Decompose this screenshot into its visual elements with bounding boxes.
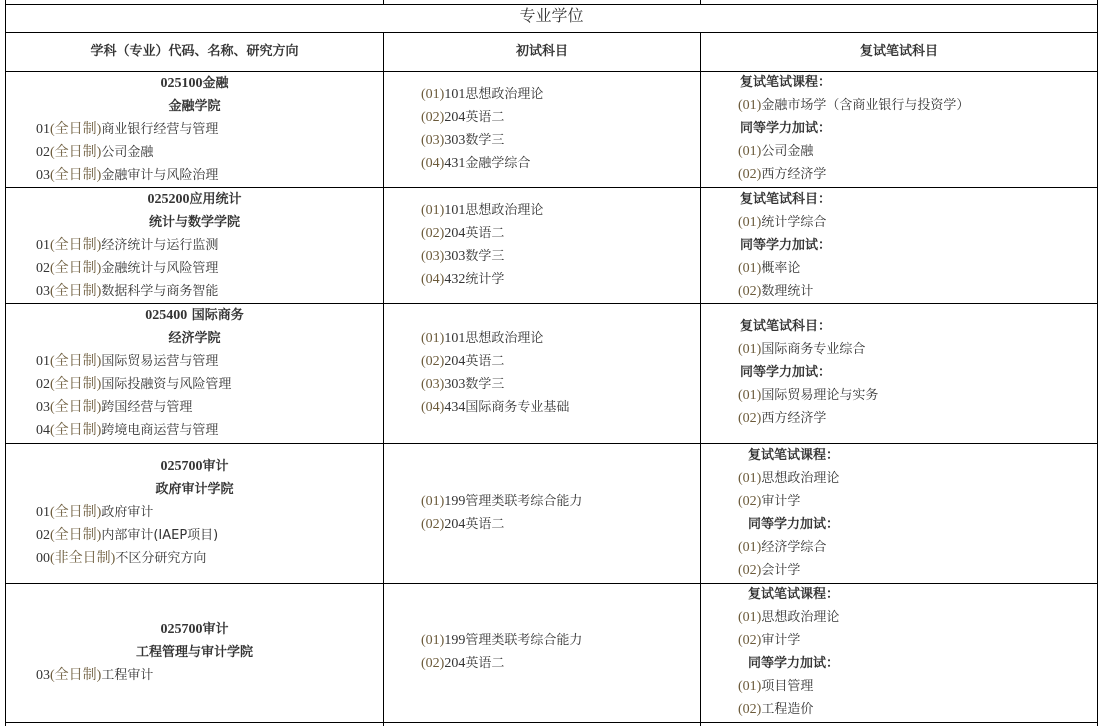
mode-text: (全日制) [50, 505, 102, 520]
border-right [1097, 0, 1098, 726]
idx-text: (01) [421, 203, 445, 218]
text-text: 数学三 [465, 133, 505, 148]
name-text: 金融 [202, 76, 229, 91]
exam-item [421, 199, 691, 222]
text-text: 数理统计 [761, 284, 814, 299]
mode-text: (全日制) [50, 145, 102, 160]
mode-text: (全日制) [50, 168, 102, 183]
border-col2 [700, 32, 701, 726]
code-text: 101 [444, 87, 466, 102]
idx-text: (04) [421, 400, 445, 415]
idx-text: (01) [738, 471, 762, 486]
text-text: 英语二 [465, 517, 505, 532]
exam-cell [421, 490, 691, 536]
idx-text: (02) [738, 702, 762, 717]
idx-text: (01) [738, 98, 762, 113]
mode-text: (全日制) [50, 377, 102, 392]
direction-item [36, 164, 383, 187]
mode-text: (全日制) [50, 528, 102, 543]
idx-text: (02) [738, 167, 762, 182]
code-text: 204 [444, 110, 466, 125]
idx-text: (02) [421, 656, 445, 671]
border-col1 [383, 32, 384, 726]
direction-item [36, 501, 383, 524]
retest-cell [738, 188, 1093, 303]
idx-text: (01) [421, 633, 445, 648]
exam-cell [421, 629, 691, 675]
extra-label: 同等学力加试： [740, 121, 832, 136]
text-text: 思想政治理论 [761, 610, 840, 625]
exam-item [421, 106, 691, 129]
text-text: 跨境电商运营与管理 [101, 423, 219, 438]
num-text: 01 [36, 238, 50, 253]
direction-item [36, 524, 383, 547]
text-text: 管理类联考综合能力 [465, 633, 583, 648]
mode-text: (全日制) [50, 261, 102, 276]
text-text: 统计学 [465, 272, 505, 287]
idx-text: (01) [738, 342, 762, 357]
text-text: 不区分研究方向 [115, 551, 207, 566]
retest-cell [738, 583, 1093, 721]
num-text: 04 [36, 423, 50, 438]
text-text: 国际商务专业基础 [465, 400, 570, 415]
mode-text: (全日制) [50, 354, 102, 369]
text-text: 金融市场学（含商业银行与投资学） [761, 98, 970, 113]
extra-item [738, 163, 1093, 186]
exam-item [421, 373, 691, 396]
text-text: 国际贸易理论与实务 [761, 388, 879, 403]
direction-item [36, 257, 383, 280]
code-text: 434 [444, 400, 466, 415]
retest-label: 复试笔试课程： [748, 587, 840, 602]
text-text: 内部审计(IAEP项目) [101, 528, 219, 543]
header-initial-exam: 初试科目 [515, 44, 568, 59]
idx-text: (01) [738, 610, 762, 625]
idx-text: (02) [421, 110, 445, 125]
code-text: 101 [444, 203, 466, 218]
mode-text: (全日制) [50, 122, 102, 137]
exam-item [421, 652, 691, 675]
retest-item [738, 606, 1093, 629]
idx-text: (04) [421, 156, 445, 171]
school-name: 经济学院 [168, 331, 221, 346]
direction-item [36, 141, 383, 164]
code-text: 431 [444, 156, 466, 171]
text-text: 英语二 [465, 110, 505, 125]
exam-item [421, 83, 691, 106]
code-text: 025400 [145, 308, 188, 323]
idx-text: (02) [738, 633, 762, 648]
code-text: 204 [444, 226, 466, 241]
retest-item [738, 490, 1093, 513]
retest-item [738, 94, 1093, 117]
text-text: 数学三 [465, 249, 505, 264]
idx-text: (03) [421, 249, 445, 264]
exam-item [421, 245, 691, 268]
idx-text: (01) [738, 679, 762, 694]
code-text: 025700 [160, 459, 203, 474]
num-text: 02 [36, 377, 50, 392]
code-text: 025200 [147, 192, 190, 207]
text-text: 统计学综合 [761, 215, 827, 230]
text-text: 数学三 [465, 377, 505, 392]
text-text: 公司金融 [761, 144, 814, 159]
exam-item [421, 129, 691, 152]
num-text: 00 [36, 551, 50, 566]
retest-item [738, 467, 1093, 490]
exam-item [421, 629, 691, 652]
exam-item [421, 268, 691, 291]
mode-text: (全日制) [50, 284, 102, 299]
text-text: 工程审计 [101, 668, 154, 683]
idx-text: (04) [421, 272, 445, 287]
code-text: 204 [444, 354, 466, 369]
num-text: 03 [36, 400, 50, 415]
retest-item [738, 629, 1093, 652]
num-text: 01 [36, 122, 50, 137]
extra-item [738, 675, 1093, 698]
num-text: 03 [36, 168, 50, 183]
text-text: 英语二 [465, 354, 505, 369]
num-text: 03 [36, 284, 50, 299]
text-text: 公司金融 [101, 145, 154, 160]
school-name: 统计与数学学院 [148, 215, 240, 230]
major-title [36, 618, 383, 641]
code-text: 025700 [160, 622, 203, 637]
text-text: 金融审计与风险治理 [101, 168, 219, 183]
code-text: 101 [444, 331, 466, 346]
extra-label: 同等学力加试： [740, 238, 832, 253]
text-text: 英语二 [465, 226, 505, 241]
text-text: 国际投融资与风险管理 [101, 377, 232, 392]
extra-label: 同等学力加试： [740, 365, 832, 380]
idx-text: (01) [738, 144, 762, 159]
major-title [36, 188, 383, 211]
school-name: 工程管理与审计学院 [135, 645, 253, 660]
text-text: 概率论 [761, 261, 801, 276]
idx-text: (02) [421, 354, 445, 369]
idx-text: (03) [421, 377, 445, 392]
idx-text: (02) [421, 517, 445, 532]
exam-item [421, 490, 691, 513]
code-text: 432 [444, 272, 466, 287]
exam-item [421, 513, 691, 536]
code-text: 303 [444, 133, 466, 148]
text-text: 思想政治理论 [465, 87, 544, 102]
text-text: 思想政治理论 [465, 331, 544, 346]
idx-text: (02) [738, 494, 762, 509]
name-text: 应用统计 [189, 192, 242, 207]
mode-text: (全日制) [50, 238, 102, 253]
code-text: 199 [444, 633, 466, 648]
idx-text: (02) [738, 284, 762, 299]
exam-cell [421, 199, 691, 291]
exam-item [421, 396, 691, 419]
extra-label: 同等学力加试： [748, 656, 840, 671]
idx-text: (01) [421, 494, 445, 509]
text-text: 数据科学与商务智能 [101, 284, 219, 299]
text-text: 西方经济学 [761, 167, 827, 182]
name-text: 国际商务 [187, 308, 244, 323]
extra-item [738, 140, 1093, 163]
direction-item [36, 373, 383, 396]
text-text: 国际商务专业综合 [761, 342, 866, 357]
direction-item [36, 419, 383, 442]
exam-item [421, 222, 691, 245]
extra-label: 同等学力加试： [748, 517, 840, 532]
extra-item [738, 407, 1093, 430]
code-text: 204 [444, 656, 466, 671]
name-text: 审计 [202, 622, 229, 637]
extra-item [738, 384, 1093, 407]
text-text: 审计学 [761, 633, 801, 648]
idx-text: (01) [738, 215, 762, 230]
direction-item [36, 280, 383, 303]
num-text: 01 [36, 354, 50, 369]
extra-item [738, 280, 1093, 303]
code-text: 204 [444, 517, 466, 532]
exam-item [421, 327, 691, 350]
idx-text: (02) [738, 411, 762, 426]
retest-cell [738, 444, 1093, 582]
text-text: 商业银行经营与管理 [101, 122, 219, 137]
major-title [36, 72, 383, 95]
idx-text: (03) [421, 133, 445, 148]
major-cell [6, 72, 383, 187]
text-text: 英语二 [465, 656, 505, 671]
retest-label: 复试笔试科目： [740, 192, 832, 207]
direction-item [36, 547, 383, 570]
code-text: 303 [444, 249, 466, 264]
mode-text: (非全日制) [50, 551, 116, 566]
major-title [36, 455, 383, 478]
idx-text: (02) [421, 226, 445, 241]
mode-text: (全日制) [50, 423, 102, 438]
major-cell [6, 618, 383, 687]
num-text: 02 [36, 145, 50, 160]
direction-item [36, 118, 383, 141]
extra-item [738, 698, 1093, 721]
major-title [36, 304, 383, 327]
school-name: 金融学院 [168, 99, 221, 114]
text-text: 会计学 [761, 563, 801, 578]
retest-label: 复试笔试科目： [740, 319, 832, 334]
text-text: 金融统计与风险管理 [101, 261, 219, 276]
code-text: 025100 [160, 76, 203, 91]
text-text: 经济统计与运行监测 [101, 238, 219, 253]
direction-item [36, 234, 383, 257]
text-text: 跨国经营与管理 [101, 400, 193, 415]
major-cell [6, 304, 383, 442]
name-text: 审计 [202, 459, 229, 474]
extra-item [738, 536, 1093, 559]
retest-cell [738, 315, 1093, 430]
idx-text: (01) [738, 261, 762, 276]
direction-item [36, 664, 383, 687]
retest-item [738, 338, 1093, 361]
border-row-5 [5, 722, 1098, 723]
direction-item [36, 396, 383, 419]
mode-text: (全日制) [50, 668, 102, 683]
num-text: 01 [36, 505, 50, 520]
text-text: 思想政治理论 [761, 471, 840, 486]
text-text: 西方经济学 [761, 411, 827, 426]
code-text: 303 [444, 377, 466, 392]
retest-cell [738, 71, 1093, 186]
num-text: 03 [36, 668, 50, 683]
idx-text: (02) [738, 563, 762, 578]
num-text: 02 [36, 261, 50, 276]
major-cell [6, 188, 383, 303]
mode-text: (全日制) [50, 400, 102, 415]
school-name: 政府审计学院 [155, 482, 234, 497]
exam-cell [421, 83, 691, 175]
text-text: 经济学综合 [761, 540, 827, 555]
exam-cell [421, 327, 691, 419]
idx-text: (01) [738, 540, 762, 555]
retest-item [738, 211, 1093, 234]
major-cell [6, 455, 383, 570]
direction-item [36, 350, 383, 373]
idx-text: (01) [421, 87, 445, 102]
header-major: 学科（专业）代码、名称、研究方向 [90, 44, 299, 59]
text-text: 管理类联考综合能力 [465, 494, 583, 509]
exam-item [421, 350, 691, 373]
text-text: 政府审计 [101, 505, 154, 520]
idx-text: (01) [421, 331, 445, 346]
text-text: 工程造价 [761, 702, 814, 717]
retest-label: 复试笔试课程： [740, 75, 832, 90]
text-text: 项目管理 [761, 679, 814, 694]
retest-label: 复试笔试课程： [748, 448, 840, 463]
num-text: 02 [36, 528, 50, 543]
extra-item [738, 559, 1093, 582]
extra-item [738, 257, 1093, 280]
exam-item [421, 152, 691, 175]
text-text: 审计学 [761, 494, 801, 509]
text-text: 思想政治理论 [465, 203, 544, 218]
text-text: 国际贸易运营与管理 [101, 354, 219, 369]
text-text: 金融学综合 [465, 156, 531, 171]
code-text: 199 [444, 494, 466, 509]
header-retest: 复试笔试科目 [859, 44, 938, 59]
idx-text: (01) [738, 388, 762, 403]
section-title: 专业学位 [519, 6, 584, 25]
